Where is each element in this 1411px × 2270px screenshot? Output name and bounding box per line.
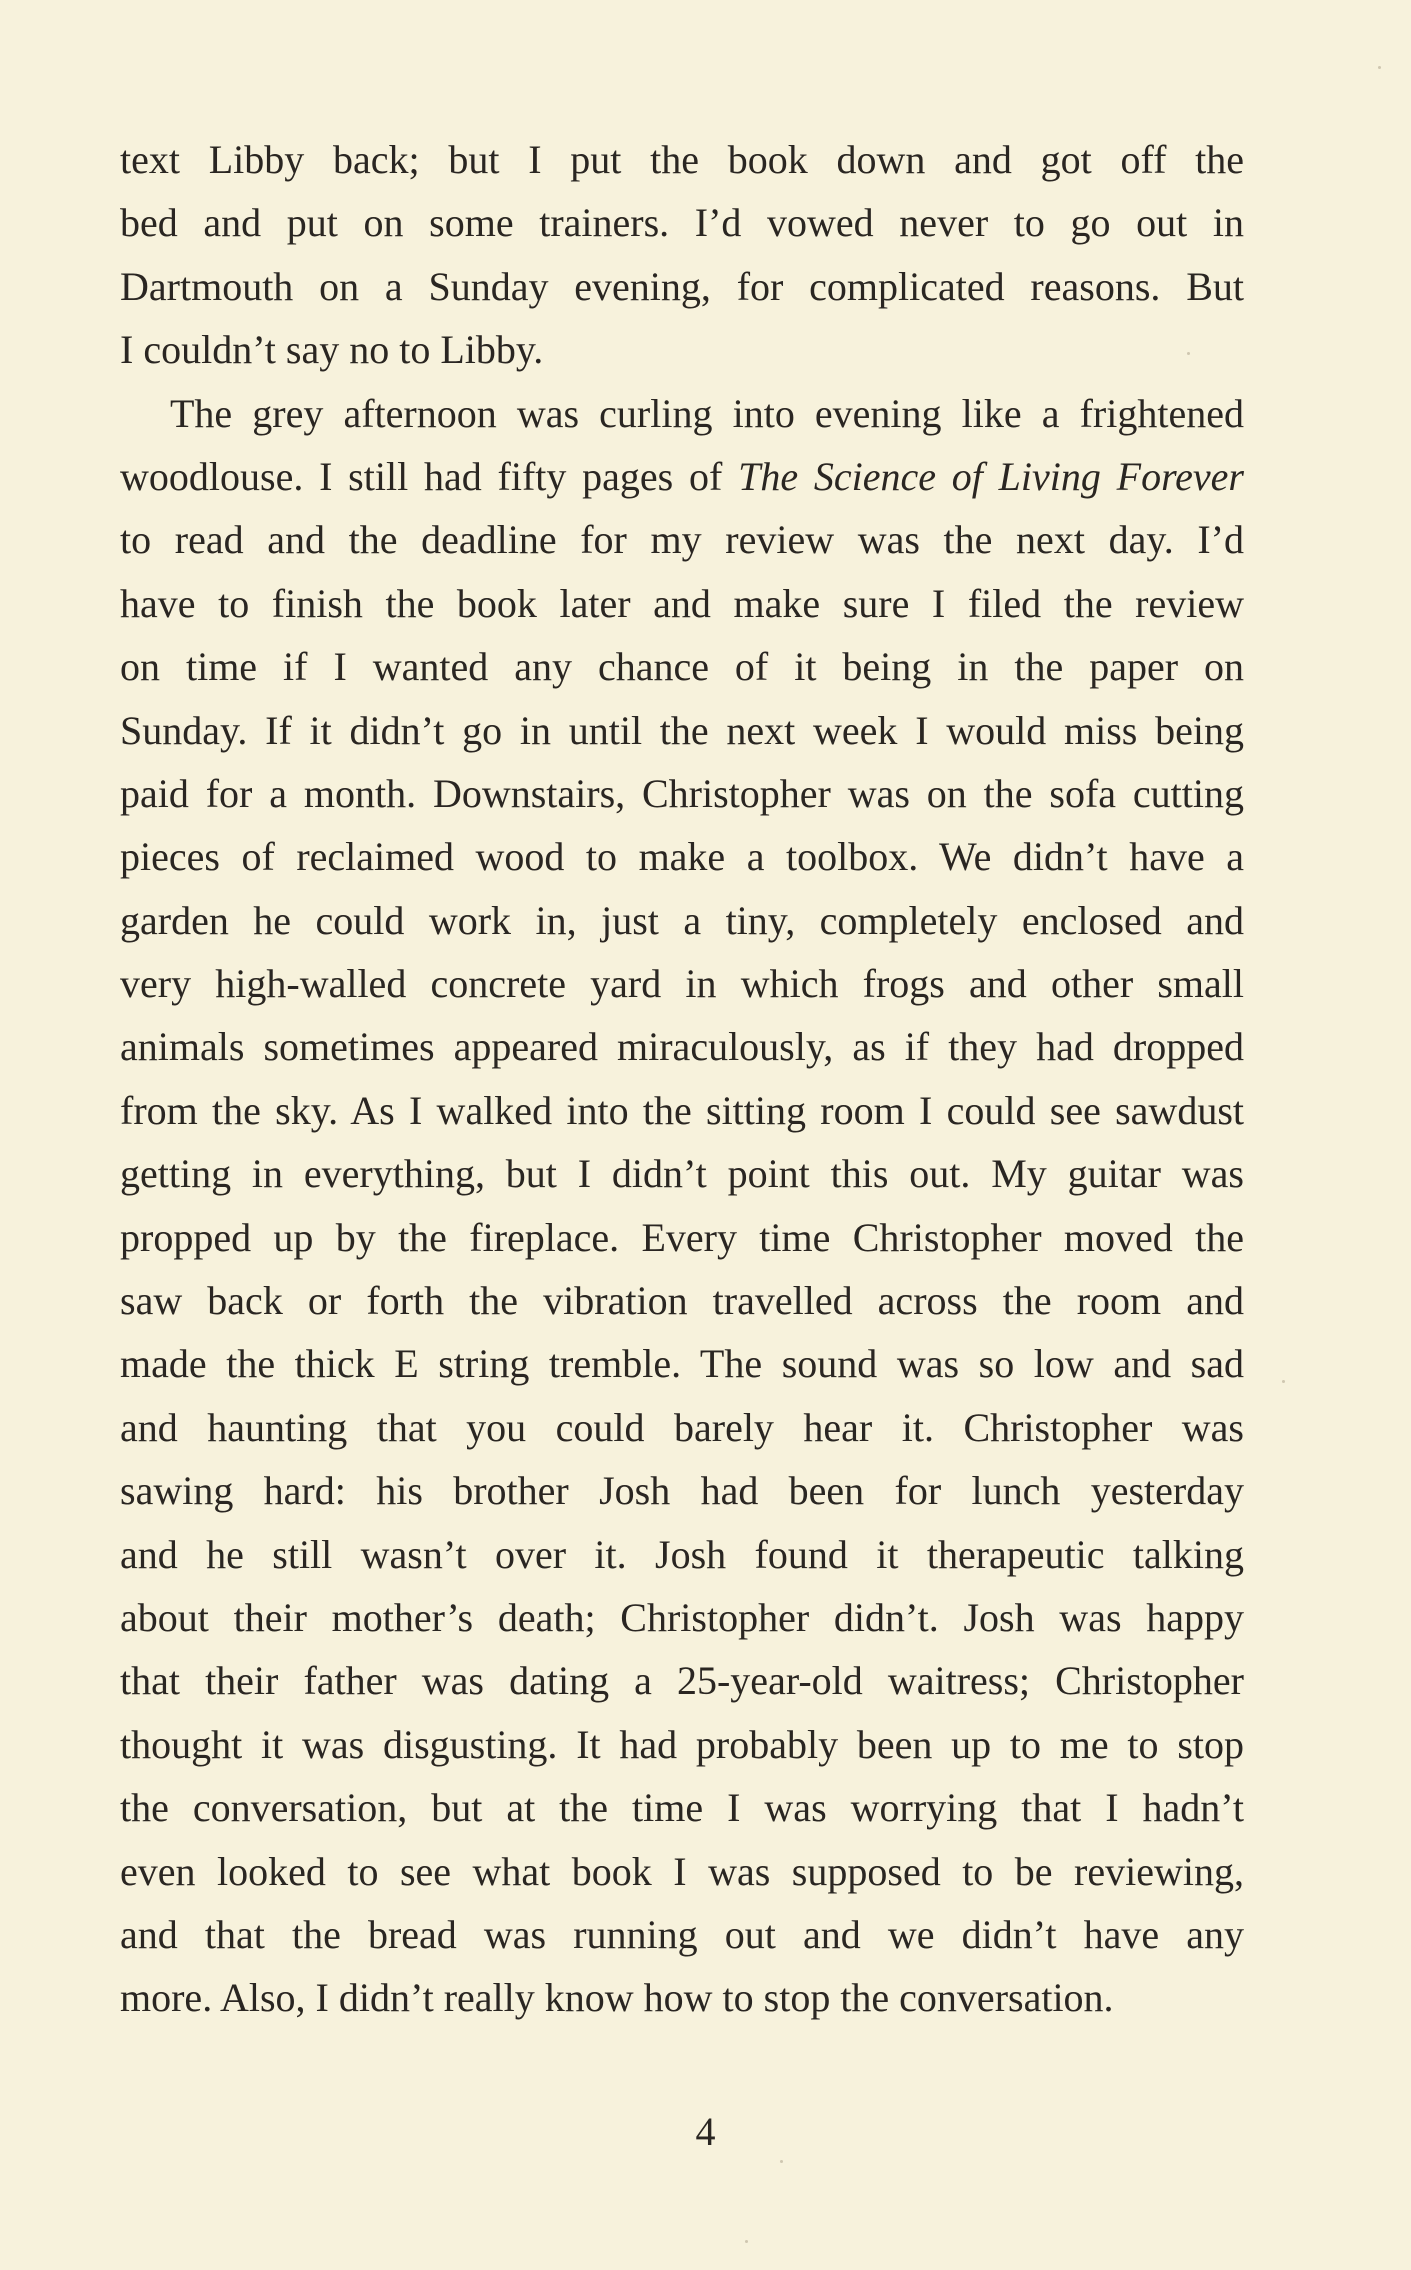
text-line: and that the bread was running out and we didn’t have any [120, 1911, 1244, 1957]
text-line: have to finish the book later and make sure I filed the review [120, 580, 1244, 626]
text-segment: woodlouse. I still had fifty pages of [120, 453, 739, 499]
paper-speck [1187, 352, 1190, 355]
text-line: garden he could work in, just a tiny, completely enclosed and [120, 897, 1244, 943]
text-line: I couldn’t say no to Libby. [120, 327, 544, 373]
text-line: pieces of reclaimed wood to make a toolbox. We didn’t have a [120, 834, 1244, 880]
text-line: thought it was disgusting. It had probably been up to me to stop [120, 1721, 1244, 1767]
text-line: paid for a month. Downstairs, Christopher was on the sofa cutting [120, 770, 1244, 816]
text-line: on time if I wanted any chance of it being in the paper on [120, 644, 1244, 690]
text-line: The grey afternoon was curling into evening like a frightened [170, 390, 1244, 436]
text-line: that their father was dating a 25-year-old waitress; Christopher [120, 1658, 1244, 1704]
text-line: sawing hard: his brother Josh had been for lunch yesterday [120, 1468, 1244, 1514]
text-line: Sunday. If it didn’t go in until the next week I would miss being [120, 707, 1244, 753]
text-line: and he still wasn’t over it. Josh found it therapeutic talking [120, 1531, 1244, 1577]
page-number: 4 [695, 2109, 716, 2154]
text-line: getting in everything, but I didn’t point this out. My guitar was [120, 1151, 1244, 1197]
text-line: saw back or forth the vibration travelled across the room and [120, 1278, 1244, 1324]
body-text [120, 128, 1244, 2030]
text-line: to read and the deadline for my review was the next day. I’d [120, 517, 1244, 563]
text-line: bed and put on some trainers. I’d vowed never to go out in [120, 200, 1244, 246]
text-line: animals sometimes appeared miraculously, as if they had dropped [120, 1024, 1244, 1070]
book-title: The Science of Living Forever [738, 453, 1244, 499]
text-line: the conversation, but at the time I was worrying that I hadn’t [120, 1785, 1244, 1831]
text-line-with-title [120, 445, 1244, 508]
text-line: from the sky. As I walked into the sitting room I could see sawdust [120, 1087, 1244, 1133]
text-line: Dartmouth on a Sunday evening, for complicated reasons. But [120, 263, 1244, 309]
text-line: and haunting that you could barely hear it. Christopher was [120, 1404, 1244, 1450]
text-line: even looked to see what book I was supposed to be reviewing, [120, 1848, 1244, 1894]
text-line: very high-walled concrete yard in which frogs and other small [120, 961, 1244, 1007]
paper-speck [780, 2160, 783, 2163]
paper-speck [1378, 66, 1381, 69]
text-line: about their mother’s death; Christopher didn’t. Josh was happy [120, 1594, 1244, 1640]
text-line: made the thick E string tremble. The sound was so low and sad [120, 1341, 1244, 1387]
paper-speck [745, 2240, 748, 2243]
text-line: text Libby back; but I put the book down and got off the [120, 137, 1244, 182]
text-line: propped up by the fireplace. Every time Christopher moved the [120, 1214, 1244, 1260]
paper-speck [1282, 1380, 1285, 1383]
text-line: more. Also, I didn’t really know how to stop the conversation. [120, 1975, 1114, 2021]
